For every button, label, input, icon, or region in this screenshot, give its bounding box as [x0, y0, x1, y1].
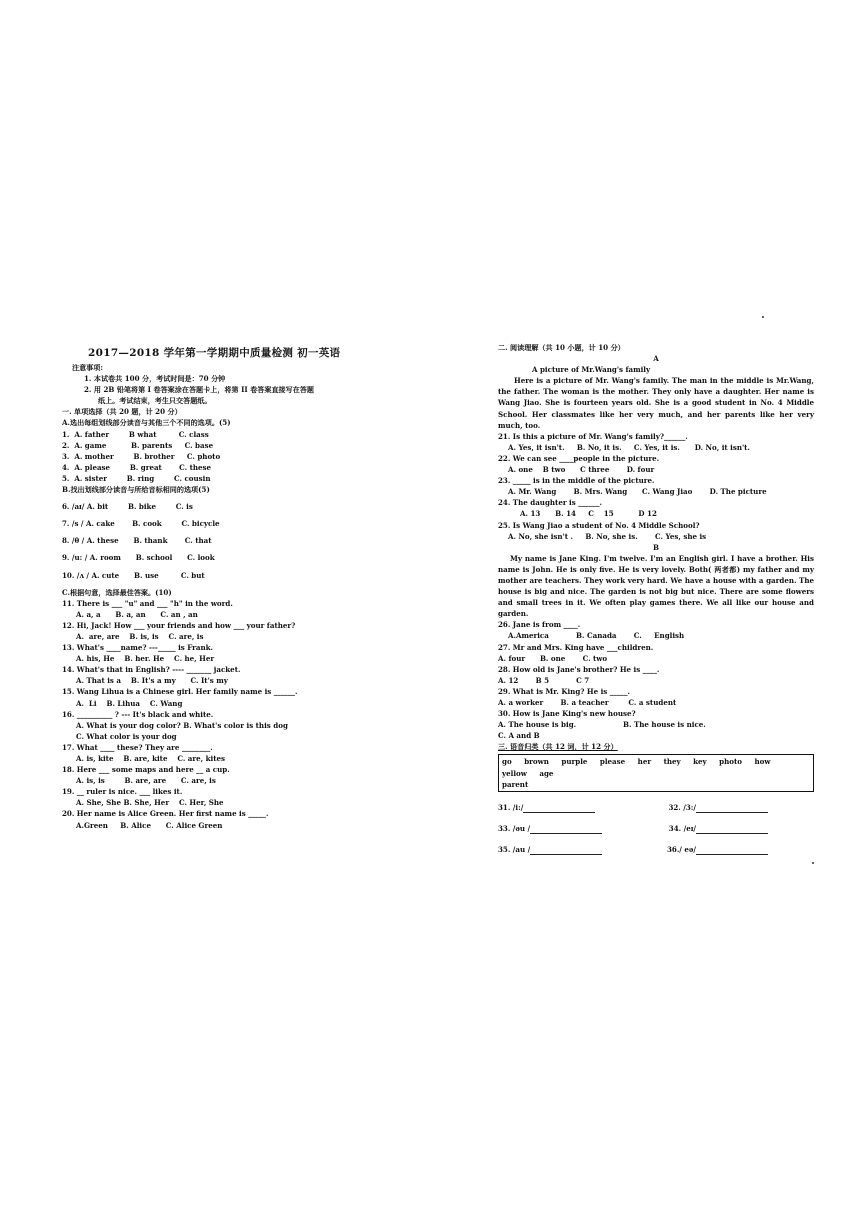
question-options: A.America B. Canada C. English — [508, 631, 685, 641]
scan-speck — [762, 316, 764, 318]
question-12 — [62, 620, 434, 642]
answer-blank[interactable] — [523, 804, 595, 813]
question-options: A. Mr. Wang B. Mrs. Wang C. Wang Jiao D. The picture — [508, 487, 767, 497]
phonetic-row-2 — [498, 823, 768, 834]
question-1: 1. A. father B what C. class — [62, 429, 209, 439]
question-options: A. The house is big. B. The house is nice. — [498, 720, 706, 730]
question-21 — [498, 431, 814, 453]
question-options: A. is, is B. are, are C. are, is — [76, 776, 216, 786]
question-stem: 25. Is Wang Jiao a student of No. 4 Middle School? — [498, 520, 700, 530]
question-6: 6. /aɪ/ A. bit B. bike C. is — [62, 502, 193, 512]
question-3: 3. A. mother B. brother C. photo — [62, 451, 221, 461]
question-options: A. 12 B 5 C 7 — [498, 675, 590, 685]
word-box — [498, 754, 814, 791]
question-options: A. is, kite B. are, kite C. are, kites — [76, 754, 225, 763]
question-stem: 24. The daughter is ______. — [498, 498, 602, 508]
word: key — [693, 757, 707, 767]
question-stem: 12. Hi, Jack! How ___ your friends and how ___ your father? — [62, 620, 296, 630]
question-options: A. four B. one C. two — [498, 653, 608, 663]
question-options: A. are, are B. is, is C. are, is — [76, 631, 204, 641]
word: parent — [502, 779, 529, 789]
question-stem: 20. Her name is Alice Green. Her first name is _____. — [62, 809, 269, 819]
question-27 — [498, 642, 814, 664]
question-16 — [62, 709, 434, 742]
question-14 — [62, 664, 434, 686]
question-options: A. No, she isn't . B. No, she is. C. Yes, she is — [508, 531, 707, 541]
answer-34: 34. /eɪ/ — [669, 823, 768, 834]
question-25 — [498, 520, 814, 542]
answer-31: 31. /i:/ — [498, 802, 595, 813]
question-options: A. Li B. Lihua C. Wang — [76, 698, 183, 708]
word: yellow — [502, 768, 527, 778]
question-stem: 14. What's that in English? ---- _______ jacket. — [62, 665, 241, 675]
answer-36: 36./ eə/ — [667, 844, 768, 855]
section-a-heading: A.选出每组划线部分读音与其他三个不同的选项。(5) — [62, 418, 231, 428]
question-stem: 21. Is this a picture of Mr. Wang's family?______. — [498, 431, 688, 441]
question-28 — [498, 664, 814, 686]
question-stem: 15. Wang Lihua is a Chinese girl. Her family name is ______. — [62, 687, 298, 697]
part1-heading: 一. 单项选择（共 20 题，计 20 分） — [62, 407, 182, 417]
answer-blank[interactable] — [530, 825, 602, 834]
question-26 — [498, 619, 814, 641]
word: photo — [719, 757, 743, 767]
question-29 — [498, 686, 814, 708]
question-options: A. a, a B. a, an C. an , an — [76, 609, 198, 619]
word: purple — [561, 757, 588, 767]
word: please — [599, 757, 626, 767]
question-stem: 19. __ ruler is nice. ___ likes it. — [62, 787, 183, 797]
question-2: 2. A. game B. parents C. base — [62, 440, 214, 450]
answer-32: 32. /3:/ — [668, 802, 768, 813]
left-column — [62, 362, 434, 831]
question-options: A. What is your dog color? B. What's color is this dog — [76, 720, 288, 730]
phonetic-row-3 — [498, 844, 768, 855]
note-item-3: 纸上。考试结束，考生只交答题纸。 — [98, 396, 212, 406]
passage-a-title: A picture of Mr.Wang's family — [532, 365, 651, 375]
question-stem: 23. _____ is in the middle of the picture. — [498, 476, 655, 486]
question-20 — [62, 808, 434, 830]
word: her — [637, 757, 652, 767]
passage-b-text: My name is Jane King. I'm twelve. I'm an English girl. I have a brother. His name is John. He is only five. He is very lovely. Both( 两者都) my father and my mother are teachers. They work very hard. We have a house with a garden. The house is big and nice. The garden is not big but nice. There are some flowers and small trees in it. We often play games there. We all like our house and garden. — [498, 553, 814, 619]
question-stem: 27. Mr and Mrs. King have ___children. — [498, 642, 654, 652]
question-options: A. Yes, it isn't. B. No, it is. C. Yes, it is. D. No, it isn't. — [508, 442, 750, 452]
question-stem: 22. We can see ____people in the picture. — [498, 453, 660, 463]
word: age — [539, 768, 554, 778]
question-stem: 30. How is Jane King's new house? — [498, 709, 636, 719]
answer-blank[interactable] — [696, 846, 768, 855]
word: brown — [524, 757, 549, 767]
question-stem: 28. How old is Jane's brother? He is ____. — [498, 664, 660, 674]
scan-speck — [812, 862, 814, 864]
word: go — [502, 757, 512, 767]
question-13 — [62, 642, 434, 664]
section-b-heading: B.找出划线部分读音与所给音标相同的选项(5) — [62, 485, 210, 495]
question-options: A. She, She B. She, Her C. Her, She — [76, 798, 224, 808]
question-options: C. What color is your dog — [76, 731, 177, 741]
question-24 — [498, 497, 814, 519]
question-options: C. A and B — [498, 731, 540, 741]
phonetic-row-1 — [498, 802, 768, 813]
answer-blank[interactable] — [696, 804, 768, 813]
answer-blank[interactable] — [530, 846, 602, 855]
note-item-2: 2. 用 2B 铅笔将第 I 卷答案涂在答题卡上，将第 II 卷答案直接写在答题 — [84, 385, 315, 395]
question-23 — [498, 475, 814, 497]
part3-heading: 三. 语音归类（共 12 词，计 12 分） — [498, 742, 618, 752]
notes-heading: 注意事项: — [72, 363, 103, 372]
right-column — [498, 342, 814, 855]
question-options: A.Green B. Alice C. Alice Green — [76, 820, 223, 830]
question-11 — [62, 598, 434, 620]
note-item-1: 1. 本试卷共 100 分，考试时间是：70 分钟 — [84, 374, 226, 384]
question-22 — [498, 453, 814, 475]
question-stem: 13. What's ____name? ---_____ is Frank. — [62, 643, 214, 653]
question-10: 10. /ʌ / A. cute B. use C. but — [62, 570, 205, 580]
question-stem: 11. There is ___ "u" and ___ "h" in the word. — [62, 598, 233, 608]
question-stem: 17. What ____ these? They are ________. — [62, 742, 213, 752]
question-options: A. 13 B. 14 C 15 D 12 — [520, 509, 657, 519]
question-15 — [62, 686, 434, 708]
question-5: 5. A. sister B. ring C. cousin — [62, 473, 211, 483]
question-options: A. his, He B. her. He C. he, Her — [76, 654, 215, 664]
question-7: 7. /s / A. cake B. cook C. bicycle — [62, 519, 220, 529]
question-17 — [62, 742, 434, 764]
word: they — [663, 757, 681, 767]
passage-a-label: A — [653, 354, 659, 364]
passage-b-label: B — [653, 542, 659, 552]
part2-heading: 二. 阅读理解（共 10 小题，计 10 分） — [498, 343, 625, 352]
answer-33: 33. /əu / — [498, 823, 602, 834]
question-stem: 26. Jane is from ____. — [498, 620, 581, 630]
question-stem: 29. What is Mr. King? He is _____. — [498, 686, 630, 696]
question-30 — [498, 708, 814, 741]
question-options: A. one B two C three D. four — [508, 465, 655, 475]
question-stem: 18. Here ___ some maps and here __ a cup. — [62, 765, 230, 775]
page-title: 2017—2018 学年第一学期期中质量检测 初一英语 — [88, 347, 341, 359]
question-18 — [62, 764, 434, 786]
question-stem: 16. __________ ? --- It's black and white. — [62, 709, 214, 719]
question-19 — [62, 786, 434, 808]
question-8: 8. /θ / A. these B. thank C. that — [62, 536, 212, 546]
answer-blank[interactable] — [696, 825, 768, 834]
question-9: 9. /u: / A. room B. school C. look — [62, 553, 215, 563]
section-c-heading: C.根据句意，选择最佳答案。(10) — [62, 587, 172, 597]
word: how — [754, 757, 771, 767]
question-4: 4. A. please B. great C. these — [62, 462, 212, 472]
question-options: A. a worker B. a teacher C. a student — [498, 698, 677, 707]
question-options: A. That is a B. It's a my C. It's my — [76, 676, 228, 686]
passage-a-text: Here is a picture of Mr. Wang's family. The man in the middle is Mr.Wang, the father. The woman is the mother. They only have a daughter. Her name is Wang Jiao. She is fourteen years old. She is a good student in No. 4 Middle School. Her classmates like her very much, and her parents like her very much, too. — [498, 376, 814, 430]
answer-35: 35. /au / — [498, 844, 602, 855]
